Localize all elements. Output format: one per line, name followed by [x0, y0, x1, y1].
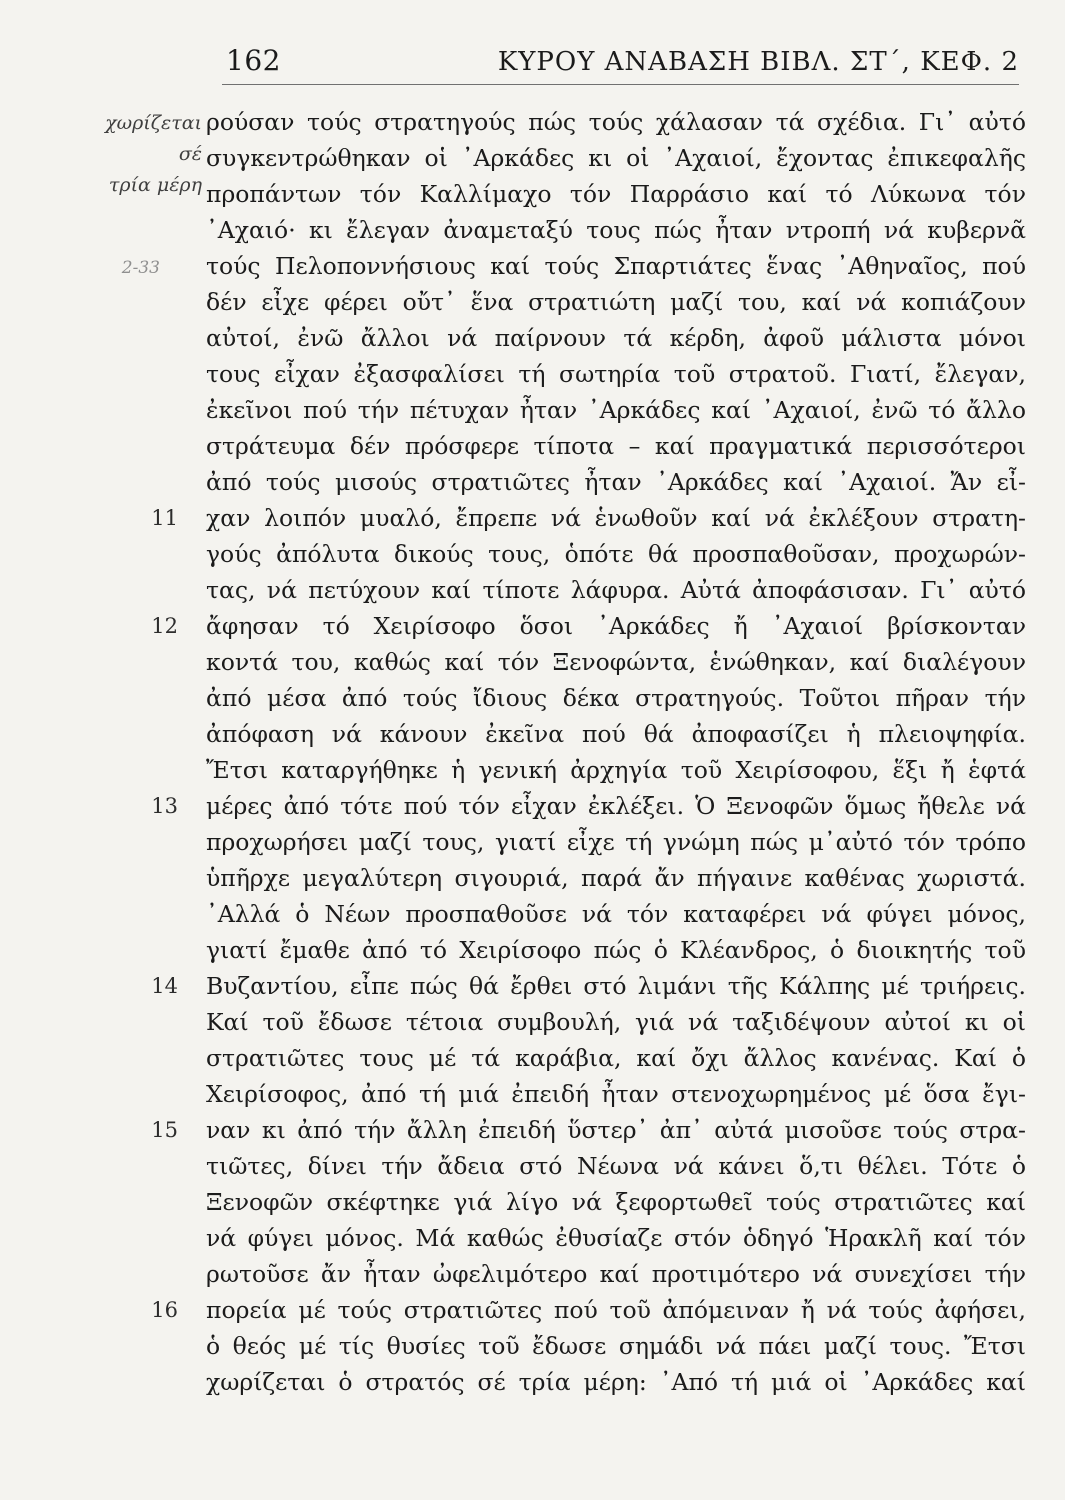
header-rule: [222, 84, 1019, 85]
section-number: 15: [151, 1118, 178, 1142]
text-line: ἐκεῖνοι πού τήν πέτυχαν ἦταν ᾽Αρκάδες καί ᾽Αχαιοί, ἐνῶ τό ἄλλο: [206, 396, 1026, 424]
margin-line-reference: 2-33: [121, 258, 160, 278]
text-line: ἀπό τούς μισούς στρατιῶτες ἦταν ᾽Αρκάδες καί ᾽Αχαιοί. Ἄν εἶ-: [206, 468, 1026, 496]
text-line: τους εἶχαν ἐξασφαλίσει τή σωτηρία τοῦ στρατοῦ. Γιατί, ἔλεγαν,: [206, 360, 1026, 388]
text-line: ἀπόφαση νά κάνουν ἐκεῖνα πού θά ἀποφασίζει ἡ πλειοψηφία.: [206, 720, 1026, 748]
text-line: τιῶτες, δίνει τήν ἄδεια στό Νέωνα νά κάνει ὅ,τι θέλει. Τότε ὁ: [206, 1152, 1026, 1180]
text-line: δέν εἶχε φέρει οὔτ᾽ ἕνα στρατιώτη μαζί του, καί νά κοπιάζουν: [206, 288, 1026, 316]
text-line: προπάντων τόν Καλλίμαχο τόν Παρράσιο καί τό Λύκωνα τόν: [206, 180, 1026, 208]
text-line: συγκεντρώθηκαν οἱ ᾽Αρκάδες κι οἱ ᾽Αχαιοί, ἔχοντας ἐπικεφαλῆς: [206, 144, 1026, 172]
text-line: ἄφησαν τό Χειρίσοφο ὅσοι ᾽Αρκάδες ἤ ᾽Αχαιοί βρίσκονταν: [206, 612, 1026, 640]
text-line: ᾽Αλλά ὁ Νέων προσπαθοῦσε νά τόν καταφέρει νά φύγει μόνος,: [206, 900, 1026, 928]
section-number: 11: [151, 506, 178, 530]
body-text: [206, 104, 1026, 1400]
section-number: 13: [151, 794, 178, 818]
text-line: στρατιῶτες τους μέ τά καράβια, καί ὄχι ἄλλος κανένας. Καί ὁ: [206, 1044, 1026, 1072]
text-line: αὐτοί, ἐνῶ ἄλλοι νά παίρνουν τά κέρδη, ἀφοῦ μάλιστα μόνοι: [206, 324, 1026, 352]
text-line: χαν λοιπόν μυαλό, ἔπρεπε νά ἑνωθοῦν καί νά ἐκλέξουν στρατη-: [206, 504, 1026, 532]
page-header: [0, 0, 1065, 90]
section-number: 12: [151, 614, 178, 638]
text-line: ναν κι ἀπό τήν ἄλλη ἐπειδή ὕστερ᾽ ἀπ᾽ αὐτά μισοῦσε τούς στρα-: [206, 1116, 1026, 1144]
page-number: 162: [226, 44, 281, 77]
side-note-line: τρία μέρη: [108, 174, 202, 196]
side-note-line: χωρίζεται σέ: [105, 112, 202, 165]
text-line: Ξενοφῶν σκέφτηκε γιά λίγο νά ξεφορτωθεῖ τούς στρατιῶτες καί: [206, 1188, 1026, 1216]
text-line: τας, νά πετύχουν καί τίποτε λάφυρα. Αὐτά ἀποφάσισαν. Γι᾽ αὐτό: [206, 576, 1026, 604]
text-line: Βυζαντίου, εἶπε πώς θά ἔρθει στό λιμάνι τῆς Κάλπης μέ τριήρεις.: [206, 972, 1026, 1000]
text-line: μέρες ἀπό τότε πού τόν εἶχαν ἐκλέξει. Ὁ Ξενοφῶν ὅμως ἤθελε νά: [206, 792, 1026, 820]
text-line: πορεία μέ τούς στρατιῶτες πού τοῦ ἀπόμειναν ἤ νά τούς ἀφήσει,: [206, 1296, 1026, 1324]
text-line: ρούσαν τούς στρατηγούς πώς τούς χάλασαν τά σχέδια. Γι᾽ αὐτό: [206, 108, 1026, 136]
text-line: ρωτοῦσε ἄν ἦταν ὠφελιμότερο καί προτιμότερο νά συνεχίσει τήν: [206, 1260, 1026, 1288]
text-line: τούς Πελοποννήσιους καί τούς Σπαρτιάτες ἕνας ᾽Αθηναῖος, πού: [206, 252, 1026, 280]
text-line: γιατί ἔμαθε ἀπό τό Χειρίσοφο πώς ὁ Κλέανδρος, ὁ διοικητής τοῦ: [206, 936, 1026, 964]
margin-side-note: [82, 108, 202, 201]
section-number: 16: [151, 1298, 178, 1322]
text-line: στράτευμα δέν πρόσφερε τίποτα – καί πραγματικά περισσότεροι: [206, 432, 1026, 460]
text-line: κοντά του, καθώς καί τόν Ξενοφώντα, ἑνώθηκαν, καί διαλέγουν: [206, 648, 1026, 676]
running-head: ΚΥΡΟΥ ΑΝΑΒΑΣΗ ΒΙΒΛ. ΣΤ΄, ΚΕΦ. 2: [497, 47, 1019, 77]
text-line: Χειρίσοφος, ἀπό τή μιά ἐπειδή ἦταν στενοχωρημένος μέ ὅσα ἔγι-: [206, 1080, 1026, 1108]
text-line: Καί τοῦ ἔδωσε τέτοια συμβουλή, γιά νά ταξιδέψουν αὐτοί κι οἱ: [206, 1008, 1026, 1036]
text-line: ὁ θεός μέ τίς θυσίες τοῦ ἔδωσε σημάδι νά πάει μαζί τους. Ἔτσι: [206, 1332, 1026, 1360]
text-line: ᾽Αχαιό· κι ἔλεγαν ἀναμεταξύ τους πώς ἦταν ντροπή νά κυβερνᾶ: [206, 216, 1026, 244]
section-number: 14: [151, 974, 178, 998]
text-line: προχωρήσει μαζί τους, γιατί εἶχε τή γνώμη πώς μ᾽αὐτό τόν τρόπο: [206, 828, 1026, 856]
text-line: χωρίζεται ὁ στρατός σέ τρία μέρη: ᾽Από τή μιά οἱ ᾽Αρκάδες καί: [206, 1368, 1026, 1396]
text-line: νά φύγει μόνος. Μά καθώς ἐθυσίαζε στόν ὁδηγό Ἡρακλῆ καί τόν: [206, 1224, 1026, 1252]
text-line: ὑπῆρχε μεγαλύτερη σιγουριά, παρά ἄν πήγαινε καθένας χωριστά.: [206, 864, 1026, 892]
text-line: γούς ἀπόλυτα δικούς τους, ὁπότε θά προσπαθοῦσαν, προχωρών-: [206, 540, 1026, 568]
text-line: Ἔτσι καταργήθηκε ἡ γενική ἀρχηγία τοῦ Χειρίσοφου, ἕξι ἤ ἑφτά: [206, 756, 1026, 784]
text-line: ἀπό μέσα ἀπό τούς ἴδιους δέκα στρατηγούς. Τοῦτοι πῆραν τήν: [206, 684, 1026, 712]
